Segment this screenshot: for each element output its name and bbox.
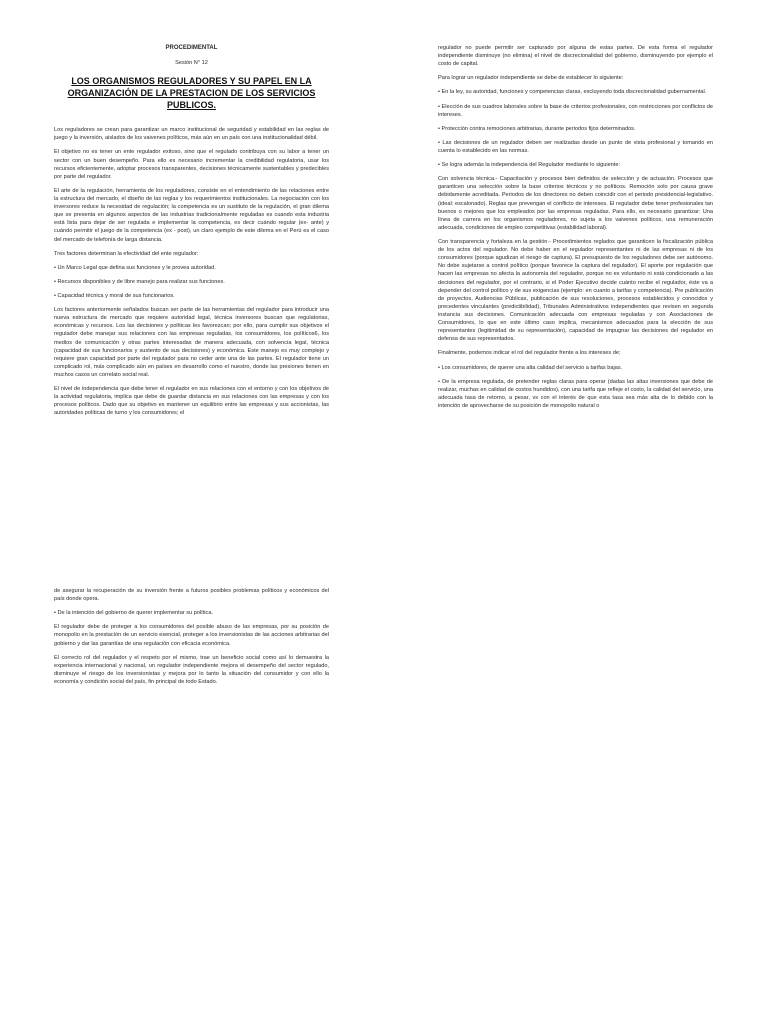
paragraph: Con transparencia y fortaleza en la gestión.- Procedimientos reglados que garanticen la fiscalización pública de los actos del regulador. No debe haber en el regulador representantes ni de las empresas ni de los consumidores (porque agudizan el riesgo de captura). El presupuesto de los reguladores debe ser autónomo. No debe sujetarse a control político (porque favorece la captura del regulador). El aporte por regulación que hacen las empresas no afecta la autonomía del regulador, porque no es voluntario ni está condicionado a las decisiones del regulador, por el contrario, si el Poder Ejecutivo decide cuánto recibe el regulador, éste va a depender del control político y de sus exigencias (ejemplo: en cuanto a tarifas y competencia). Pre publicación de proyectos, Audiencias Públicas, publicación de sus resoluciones, procesos establecidos y conocidos y precedentes vinculantes (predictibilidad), Tribunales Administrativos independientes que revisen en segunda instancia sus decisiones. Comunicación adecuada con empresas reguladas y con Asociaciones de Consumidores, lo que en este último caso implica, mecanismos adecuados para la elección de sus representantes (legitimidad de su representación), capacidad de impugnar las decisiones del regulador en defensa de sus representados. [438, 238, 713, 343]
paragraph: El objetivo no es tener un ente regulador exitoso, sino que el regulado contribuya con su labor a tener un sector con un buen desempeño. Para ello es necesario incrementar la credibilidad regulatoria, usar los recursos eficientemente, adoptar procesos transparentes, decisiones técnicamente sustentables y predecibles por parte del regulador. [54, 149, 329, 180]
paragraph: Los factores anteriormente señalados buscan ser parte de las herramientas del regulador para introducir una nueva estructura de mercado que requiere autoridad legal, técnica inversores buscan que regulatorias, económicas y recursos. Los las decisiones y políticas les favorezcan; por ello, para cumplir sus objetivos el regulador debe manejar sus relaciones con las empresas reguladas, los consumidores, los políticos6, los medios de comunicación y otras partes interesadas de manera adecuada, con solvencia legal, técnica (capacidad de sus funcionarios y sustento de sus decisiones) y económica. Este manejo es muy complejo y requiere gran capacidad por parte del regulador para no ceder ante una de las partes. El regulador tiene un complicado rol, más complicado aún en países en desarrollo como el nuestro, donde las presiones tienen en muchos casos un correlato social real. [54, 307, 329, 378]
bullet-item: • Las decisiones de un regulador deben ser realizadas desde un punto de vista profesional y tomando en cuenta lo establecido en las normas. [438, 139, 713, 154]
left-column-bottom [54, 587, 329, 692]
session-number: Sesión N° 12 [175, 59, 208, 66]
paragraph: El arte de la regulación, herramienta de los reguladores, consiste en el entendimiento de las relaciones entre la estructura del mercado, el diseño de las reglas y los requerimientos institucionales. La negociación con los inversores reduce la necesidad de regulación; la competencia es un sustituto de la regulación, el gran dilema que se presenta en algunos aspectos de las industrias tradicionalmente reguladas es cuando esta industria está lista para dejar de ser regulada e implementar la competencia, es decir cuándo regular (ex- ante) y cuándo permitir el juego de la competencia (ex - post), un claro ejemplo de este dilema en el Perú es el caso del mercado de telefonía de larga distancia. [54, 187, 329, 243]
bullet-item: • Elección de sus cuadros laborales sobre la base de criterios profesionales, con restricciones por conflictos de intereses. [438, 103, 713, 118]
bullet-item: • Un Marco Legal que defina sus funciones y le provea autoridad. [54, 264, 216, 271]
bullet-item: • Protección contra remociones arbitrarias, durante periodos fijos determinados. [438, 125, 636, 132]
paragraph: Tres factores determinan la efectividad del ente regulador: [54, 250, 199, 257]
paragraph: El regulador debe de proteger a los consumidores del posible abuso de las empresas, por su posición de monopolio en la prestación de un servicio esencial, proteger a los inversionistas de las acciones arbitrarias del gobierno y dar las garantías de una regulación con eficacia económica. [54, 624, 329, 647]
bullet-item: • De la intención del gobierno de querer implementar su política. [54, 610, 213, 617]
paragraph: El nivel de independencia que debe tener el regulador en sus relaciones con el entorno y con los objetivos de la actividad regulatoria, implica que debe de guardar distancia en sus relaciones con las empresas y con los procesos políticos. Dado que su objetivo es mantener un equilibrio entre las empresas y sus accionistas, las autoridades políticas de turno y los consumidores; el [54, 386, 329, 417]
paragraph: regulador no puede permitir ser capturado por alguna de estas partes. De esta forma el regulador independiente disminuye (no elimina) el nivel de discrecionalidad del gobierno, disminuyendo por ejemplo el costo de capital. [438, 45, 713, 68]
paragraph: Los reguladores se crean para garantizar un marco institucional de seguridad y estabilidad en las reglas de juego y la inversión, aislados de los vaivenes políticos, más aún en un país con una institucionalidad débil. [54, 127, 329, 142]
section-label: PROCEDIMENTAL [165, 45, 218, 51]
paragraph: Para lograr un regulador independiente se debe de establecer lo siguiente: [438, 75, 624, 82]
paragraph: de asegurar la recuperación de su inversión frente a futuros posibles problemas políticos y económicos del país donde opera. [54, 588, 329, 603]
page-title: LOS ORGANISMOS REGULADORES Y SU PAPEL EN LA ORGANIZACIÓN DE LA PRESTACION DE LOS SERVICIOS PUBLICOS. [67, 75, 316, 111]
bullet-item: • En la ley, su autoridad, funciones y competencias claras, excluyendo toda discrecionalidad gubernamental. [438, 89, 707, 96]
bullet-item: • De la empresa regulada, de pretender reglas claras para operar (dadas las altas inversiones que debe de realizar, muchas en calidad de costos hundidos), con una tarifa que refleje el costo, la calidad del servicio, una adecuada tasa de retorno, a pesar, vs con el interés de que esta tasa sea más alta de lo debido con la intención de aprovecharse de su posición de monopolio natural o [438, 378, 713, 409]
left-column-top [54, 44, 329, 424]
right-column [438, 44, 713, 416]
paragraph: El correcto rol del regulador y el respeto por el mismo, trae un beneficio social como así lo demuestra la experiencia internacional y nacional, un regulador independiente mejora el desempeño del sector regulado, disminuye el riesgo de los inversionistas y mejora por lo tanto la situación del consumidor y con ello la economía y condición social del país, fin principal de todo Estado. [54, 654, 329, 685]
bullet-item: • Capacidad técnica y moral de sus funcionarios. [54, 292, 175, 299]
bullet-item: • Los consumidores, de querer una alta calidad del servicio a tarifas bajas. [438, 364, 623, 371]
paragraph: Con solvencia técnica.- Capacitación y procesos bien definidos de selección y de actuación. Procesos que garanticen una selección sobre la base criterios técnicos y no políticos. Remoción solo por causa grave debidamente acreditada. Periodos de los directores no deben coincidir con el periodo presidencial-legislativo. (ideal: escalonado). Reglas que prevengan el conflicto de intereses. El regulador debe tener profesionales tan buenos o mejores que los empleados por las empresas reguladas. Para ello, es necesario garantizar: Una línea de carrera en los organismos reguladores, no sujeta a los vaivenes políticos, una remuneración adecuada, condiciones de empleo competitivas (estabilidad laboral). [438, 176, 713, 231]
bullet-item: • Recursos disponibles y de libre manejo para realizar sus funciones. [54, 278, 225, 285]
paragraph: Finalmente, podemos indicar el rol del regulador frente a los intereses de; [438, 350, 621, 357]
bullet-item: • Se logra además la independencia del Regulador mediante lo siguiente: [438, 162, 621, 169]
